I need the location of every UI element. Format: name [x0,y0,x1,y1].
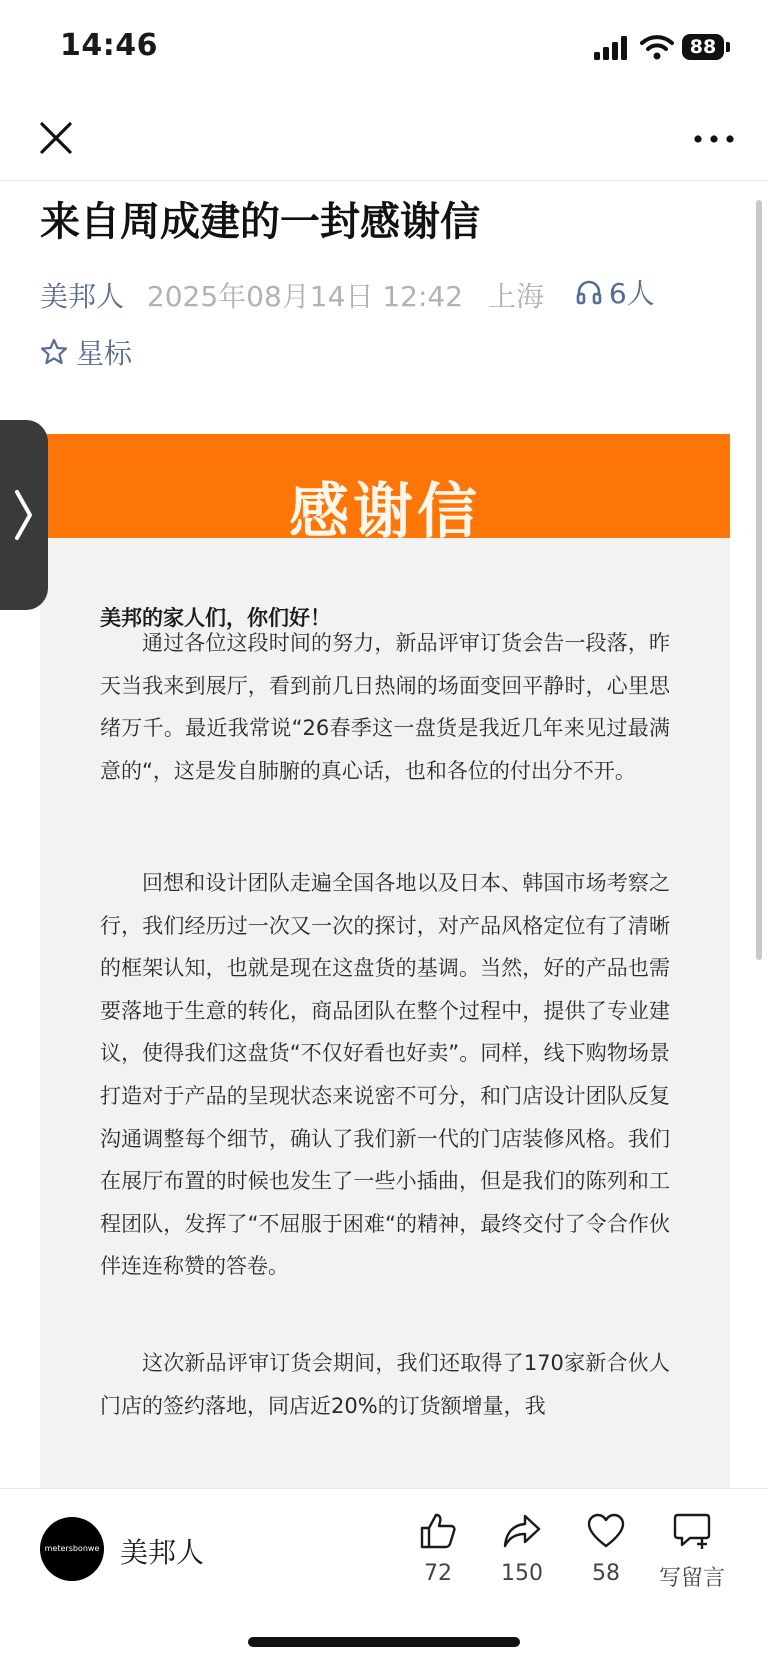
star-label: 星标 [76,337,133,370]
bottom-bar [0,1488,768,1664]
battery-icon: 88 [682,34,724,60]
home-indicator[interactable] [248,1637,520,1647]
share-icon [502,1511,542,1551]
more-icon[interactable] [690,124,738,154]
battery-tip [726,42,730,52]
thumbs-up-icon [418,1511,458,1551]
close-icon[interactable] [36,118,76,158]
wifi-icon [640,34,674,60]
letter-greeting: 美邦的家人们，你们好！ [100,606,331,630]
star-button[interactable] [40,332,132,372]
comment-label: 写留言 [658,1566,725,1591]
status-time: 14:46 [60,28,158,63]
share-button[interactable] [482,1511,562,1586]
nav-bar [0,100,768,181]
favorite-count: 58 [592,1561,620,1586]
share-count: 150 [501,1561,543,1586]
article-meta [40,272,740,315]
star-outline-icon [40,338,68,366]
letter-paragraph-3: 这次新品评审订货会期间，我们还取得了170家新合伙人门店的签约落地，同店近20%的订货额增量，我 [100,1351,670,1418]
listener-count: 6人 [608,277,655,310]
like-button[interactable] [398,1511,478,1586]
status-bar [0,0,768,100]
comment-add-icon [672,1511,712,1551]
account-name[interactable]: 美邦人 [120,1536,205,1569]
publish-location: 上海 [487,280,544,313]
letter-banner [40,434,730,547]
article-title: 来自周成建的一封感谢信 [40,199,480,245]
banner-title: 感谢信 [289,477,481,547]
letter-paragraph-1: 通过各位这段时间的努力，新品评审订货会告一段落，昨天当我来到展厅，看到前几日热闹的场面变回平静时，心里思绪万千。最近我常说“26春季这一盘货是我近几年来见过最满意的“，这是发自肺腑的真心话，也和各位的付出分不开。 [100,631,670,783]
author-link[interactable]: 美邦人 [40,280,125,313]
headphones-icon [575,278,603,306]
scrollbar[interactable] [756,200,762,960]
favorite-button[interactable] [566,1511,646,1586]
chevron-right-icon [12,488,34,542]
comment-button[interactable] [652,1511,732,1592]
letter-image [40,434,730,1488]
letter-paragraph-2: 回想和设计团队走遍全国各地以及日本、韩国市场考察之行，我们经历过一次又一次的探讨，对产品风格定位有了清晰的框架认知，也就是现在这盘货的基调。当然，好的产品也需要落地于生意的转化，商品团队在整个过程中，提供了专业建议，使得我们这盘货“不仅好看也好卖”。同样，线下购物场景打造对于产品的呈现状态来说密不可分，和门店设计团队反复沟通调整每个细节，确认了我们新一代的门店装修风格。我们在展厅布置的时候也发生了一些小插曲，但是我们的陈列和工程团队，发挥了“不屈服于困难“的精神，最终交付了令合作伙伴连连称赞的答卷。 [100,871,670,1279]
publish-date: 2025年08月14日 12:42 [146,280,464,313]
side-drawer-handle[interactable] [0,420,48,610]
cellular-signal-icon [594,36,628,60]
listen-button[interactable] [575,272,655,312]
heart-icon [586,1511,626,1551]
like-count: 72 [424,1561,452,1586]
account-avatar[interactable]: metersbonwe [40,1517,104,1581]
